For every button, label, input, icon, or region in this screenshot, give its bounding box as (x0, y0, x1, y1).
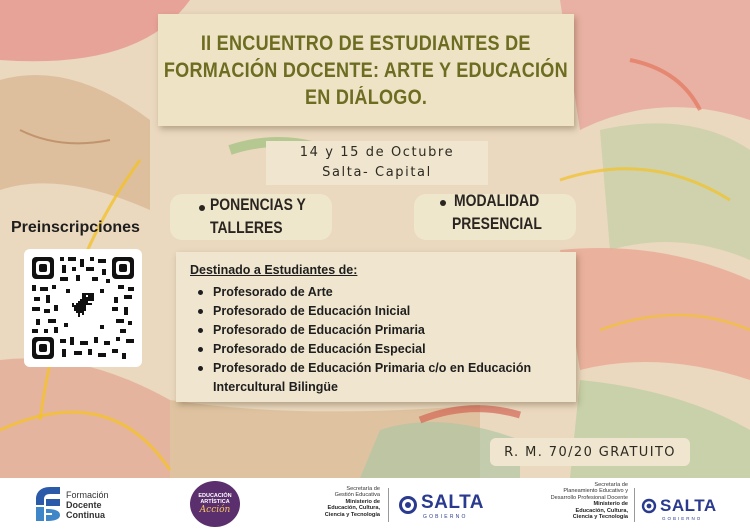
sec2-line-5: Educación, Cultura, (575, 507, 628, 514)
sec1-line-4: Educación, Cultura, (327, 505, 380, 512)
sec2-line-2: Planeamiento Educativo y (563, 488, 628, 495)
qr-code-icon (24, 249, 142, 367)
secretaria-gestion-text (300, 486, 380, 518)
date-box (266, 141, 488, 185)
formacion-docente-text (66, 490, 109, 520)
fdc-line-1: Formación (66, 490, 109, 500)
resolution-text: R. M. 70/20 GRATUITO (504, 444, 676, 460)
secretaria-planeamiento-text (538, 482, 628, 520)
sec1-line-2: Gestión Educativa (334, 492, 380, 499)
salta-logo-text: SALTA (660, 496, 717, 515)
audience-item-continuation: Intercultural Bilingüe (213, 380, 339, 394)
educacion-artistica-logo (190, 481, 240, 527)
salta-logo-text: SALTA (421, 492, 485, 513)
event-location: Salta- Capital (322, 165, 432, 180)
salta-emblem-icon (398, 495, 418, 515)
list-item (190, 359, 531, 397)
audience-item: Profesorado de Educación Primaria c/o en Educación (213, 361, 532, 375)
salta-logo-subtext: GOBIERNO (423, 514, 468, 520)
bullet-icon (198, 347, 203, 352)
divider (388, 488, 389, 522)
bullet-icon (440, 200, 446, 206)
sec1-line-3: Ministerio de (345, 498, 380, 505)
formacion-docente-logo-icon (34, 485, 64, 523)
list-item (190, 302, 531, 321)
salta-logo-subtext: GOBIERNO (662, 516, 703, 521)
audience-item: Profesorado de Educación Inicial (213, 304, 411, 318)
sec2-line-1: Secretaría de (594, 482, 628, 488)
sec1-line-5: Ciencia y Tecnología (324, 511, 380, 518)
bullet-icon (198, 309, 203, 314)
fdc-line-3: Continua (66, 510, 105, 520)
fdc-line-2: Docente (66, 500, 102, 510)
title-line-1: II ENCUENTRO DE ESTUDIANTES DE (201, 31, 531, 55)
highlight-modality-line-2: PRESENCIAL (452, 214, 542, 233)
resolution-badge (490, 438, 690, 466)
ea-line-2: ARTÍSTICA (200, 499, 230, 505)
sec1-line-1: Secretaría de (346, 486, 380, 492)
list-item (190, 321, 531, 340)
title-box (158, 14, 574, 126)
bullet-icon (198, 290, 203, 295)
list-item (190, 283, 531, 302)
highlight-talks-line-2: TALLERES (210, 218, 283, 237)
sec2-line-4: Ministerio de (593, 501, 628, 508)
sec2-line-6: Ciencia y Tecnología (572, 514, 628, 521)
title-line-2: FORMACIÓN DOCENTE: ARTE Y EDUCACIÓN (163, 58, 569, 82)
registration-label: Preinscripciones (11, 219, 140, 236)
event-dates: 14 y 15 de Octubre (299, 145, 455, 160)
sec2-line-3: Desarrollo Profesional Docente (550, 494, 628, 501)
divider (634, 488, 635, 522)
highlight-talks-line-1: PONENCIAS Y (210, 195, 306, 214)
audience-heading: Destinado a Estudiantes de: (190, 263, 358, 277)
bullet-icon (198, 328, 203, 333)
qr-code[interactable] (24, 249, 142, 367)
ea-line-3: Acción (199, 505, 231, 515)
bullet-icon (198, 366, 203, 371)
bullet-icon (199, 205, 205, 211)
highlight-modality-line-1: MODALIDAD (454, 191, 540, 210)
title-line-3: EN DIÁLOGO. (304, 85, 428, 109)
audience-item: Profesorado de Educación Especial (213, 342, 426, 356)
list-item (190, 340, 531, 359)
audience-item: Profesorado de Educación Primaria (213, 323, 425, 337)
audience-box (176, 252, 576, 402)
ea-line-1: EDUCACIÓN (198, 493, 232, 499)
salta-emblem-icon (641, 498, 657, 514)
audience-item: Profesorado de Arte (213, 285, 333, 299)
audience-list (190, 283, 531, 397)
